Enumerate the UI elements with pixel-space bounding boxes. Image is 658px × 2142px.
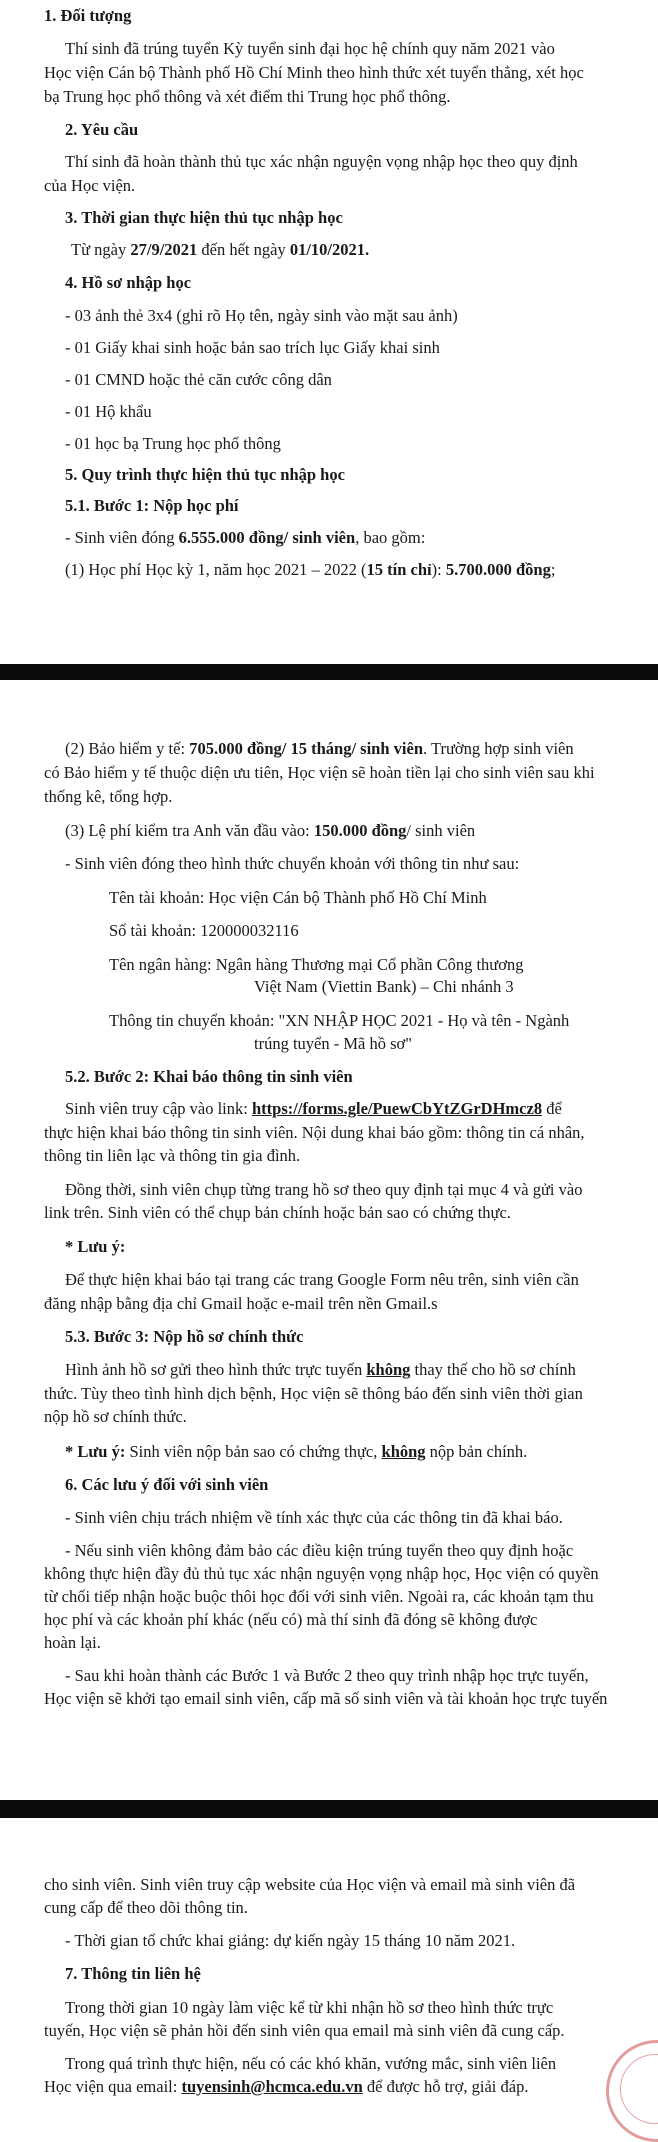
section-6-line-3: không thực hiện đầy đủ thủ tục xác nhận nguyện vọng nhập học, Học viện có quyền (44, 1564, 599, 1583)
section-6-line-2: - Nếu sinh viên không đảm bảo các điều kiện trúng tuyển theo quy định hoặc (65, 1541, 574, 1560)
page-3-line-1: cho sinh viên. Sinh viên truy cập website của Học viện và email mà sinh viên đã (44, 1875, 576, 1894)
section-5-title: 5. Quy trình thực hiện thủ tục nhập học (65, 465, 345, 484)
step-2-line-2: thực hiện khai báo thông tin sinh viên. Nội dung khai báo gồm: thông tin cá nhân, (44, 1123, 585, 1142)
document-list-item: - 01 Hộ khẩu (65, 402, 152, 421)
document-list-item: - 01 Giấy khai sinh hoặc bản sao trích lục Giấy khai sinh (65, 338, 440, 357)
section-1-line-3: bạ Trung học phổ thông và xét điểm thi Trung học phổ thông. (44, 87, 451, 106)
section-6-line-1: - Sinh viên chịu trách nhiệm về tính xác thực của các thông tin đã khai báo. (65, 1508, 563, 1527)
section-2-title: 2. Yêu cầu (65, 120, 139, 139)
section-1-line-2: Học viện Cán bộ Thành phố Hồ Chí Minh theo hình thức xét tuyển thẳng, xét học (44, 63, 584, 82)
step-2-line-3: thông tin liên lạc và thông tin gia đình. (44, 1146, 301, 1165)
note-2-line: * Lưu ý: Sinh viên nộp bản sao có chứng thực, không nộp bản chính. (65, 1442, 528, 1461)
section-7-line-1: Trong thời gian 10 ngày làm việc kể từ khi nhận hồ sơ theo hình thức trực (65, 1998, 554, 2017)
section-7-line-3: Trong quá trình thực hiện, nếu có các khó khăn, vướng mắc, sinh viên liên (65, 2054, 557, 2073)
document-list-item: - 01 học bạ Trung học phổ thông (65, 434, 281, 453)
transfer-memo-line-1: Thông tin chuyển khoản: "XN NHẬP HỌC 2021 - Họ và tên - Ngành (109, 1011, 570, 1030)
section-1-title: 1. Đối tượng (44, 6, 132, 25)
section-6-line-7: - Sau khi hoàn thành các Bước 1 và Bước 2 theo quy trình nhập học trực tuyến, (65, 1666, 589, 1685)
section-6-line-6: hoàn lại. (44, 1633, 101, 1652)
step-3-line-3: nộp hồ sơ chính thức. (44, 1407, 187, 1426)
page-3-line-3: - Thời gian tổ chức khai giảng: dự kiến ngày 15 tháng 10 năm 2021. (65, 1931, 516, 1950)
step-3-line-1: Hình ảnh hồ sơ gửi theo hình thức trực tuyến không thay thế cho hồ sơ chính (65, 1360, 576, 1379)
section-6-line-8: Học viện sẽ khởi tạo email sinh viên, cấp mã số sinh viên và tài khoản học trực tuyến (44, 1689, 608, 1708)
fee-english-test-line: (3) Lệ phí kiểm tra Anh văn đầu vào: 150.000 đồng/ sinh viên (65, 821, 476, 840)
step-2-line-4: Đồng thời, sinh viên chụp từng trang hồ sơ theo quy định tại mục 4 và gửi vào (65, 1180, 583, 1199)
section-7-line-2: tuyến, Học viện sẽ phản hồi đến sinh viên qua email mà sinh viên đã cung cấp. (44, 2021, 565, 2040)
step-2-title: 5.2. Bước 2: Khai báo thông tin sinh viên (65, 1067, 353, 1086)
document-list-item: - 03 ảnh thẻ 3x4 (ghi rõ Họ tên, ngày sinh vào mặt sau ảnh) (65, 306, 458, 325)
fee-tuition-line: (1) Học phí Học kỳ 1, năm học 2021 – 2022 (15 tín chỉ): 5.700.000 đồng; (65, 560, 556, 579)
note-1-line-1: Để thực hiện khai báo tại trang các trang Google Form nêu trên, sinh viên cần (65, 1270, 579, 1289)
section-1-line-1: Thí sinh đã trúng tuyển Kỳ tuyển sinh đại học hệ chính quy năm 2021 vào (65, 39, 555, 58)
transfer-intro: - Sinh viên đóng theo hình thức chuyển khoản với thông tin như sau: (65, 854, 520, 873)
transfer-memo-line-2: trúng tuyển - Mã hồ sơ" (254, 1034, 412, 1053)
step-2-line-5: link trên. Sinh viên có thể chụp bản chính hoặc bản sao có chứng thực. (44, 1203, 511, 1222)
note-1-title: * Lưu ý: (65, 1237, 126, 1256)
fee-insurance-line-3: thống kê, tổng hợp. (44, 787, 173, 806)
document-list-item: - 01 CMND hoặc thẻ căn cước công dân (65, 370, 332, 389)
step-3-line-2: thức. Tùy theo tình hình dịch bệnh, Học viện sẽ thông báo đến sinh viên thời gian (44, 1384, 583, 1403)
account-name: Tên tài khoản: Học viện Cán bộ Thành phố Hồ Chí Minh (109, 888, 487, 907)
contact-email-link[interactable]: tuyensinh@hcmca.edu.vn (181, 2077, 363, 2096)
section-6-title: 6. Các lưu ý đối với sinh viên (65, 1475, 269, 1494)
section-6-line-4: từ chối tiếp nhận hoặc buộc thôi học đối với sinh viên. Ngoài ra, các khoản tạm thu (44, 1587, 594, 1606)
page-3-line-2: cung cấp để theo dõi thông tin. (44, 1898, 248, 1917)
fee-total-line: - Sinh viên đóng 6.555.000 đồng/ sinh viên, bao gồm: (65, 528, 426, 547)
section-7-title: 7. Thông tin liên hệ (65, 1964, 201, 1983)
section-4-title: 4. Hồ sơ nhập học (65, 273, 192, 292)
page-separator (0, 664, 658, 680)
fee-insurance-line-1: (2) Bảo hiểm y tế: 705.000 đồng/ 15 tháng/ sinh viên. Trường hợp sinh viên (65, 739, 574, 758)
google-form-link[interactable]: https://forms.gle/PuewCbYtZGrDHmcz8 (251, 1099, 543, 1118)
step-1-title: 5.1. Bước 1: Nộp học phí (65, 496, 239, 515)
section-2-line-2: của Học viện. (44, 176, 136, 195)
section-2-line-1: Thí sinh đã hoàn thành thủ tục xác nhận nguyện vọng nhập học theo quy định (65, 152, 578, 171)
step-3-title: 5.3. Bước 3: Nộp hồ sơ chính thức (65, 1327, 304, 1346)
note-1-line-2: đăng nhập bằng địa chỉ Gmail hoặc e-mail trên nền Gmail.s (44, 1294, 438, 1313)
account-number: Số tài khoản: 120000032116 (109, 921, 299, 940)
bank-name-line-1: Tên ngân hàng: Ngân hàng Thương mại Cổ phần Công thương (109, 955, 524, 974)
section-3-dates: Từ ngày 27/9/2021 đến hết ngày 01/10/2021. (71, 240, 370, 259)
section-3-title: 3. Thời gian thực hiện thủ tục nhập học (65, 208, 343, 227)
fee-insurance-line-2: có Bảo hiểm y tế thuộc diện ưu tiên, Học viện sẽ hoàn tiền lại cho sinh viên sau khi (44, 763, 595, 782)
section-6-line-5: học phí và các khoản phí khác (nếu có) mà thí sinh đã đóng sẽ không được (44, 1610, 538, 1629)
page-separator (0, 1800, 658, 1818)
section-7-line-4: Học viện qua email: tuyensinh@hcmca.edu.vn để được hỗ trợ, giải đáp. (44, 2077, 529, 2096)
step-2-line-1: Sinh viên truy cập vào link: https://forms.gle/PuewCbYtZGrDHmcz8 để (65, 1099, 562, 1118)
bank-name-line-2: Việt Nam (Viettin Bank) – Chi nhánh 3 (254, 977, 514, 996)
